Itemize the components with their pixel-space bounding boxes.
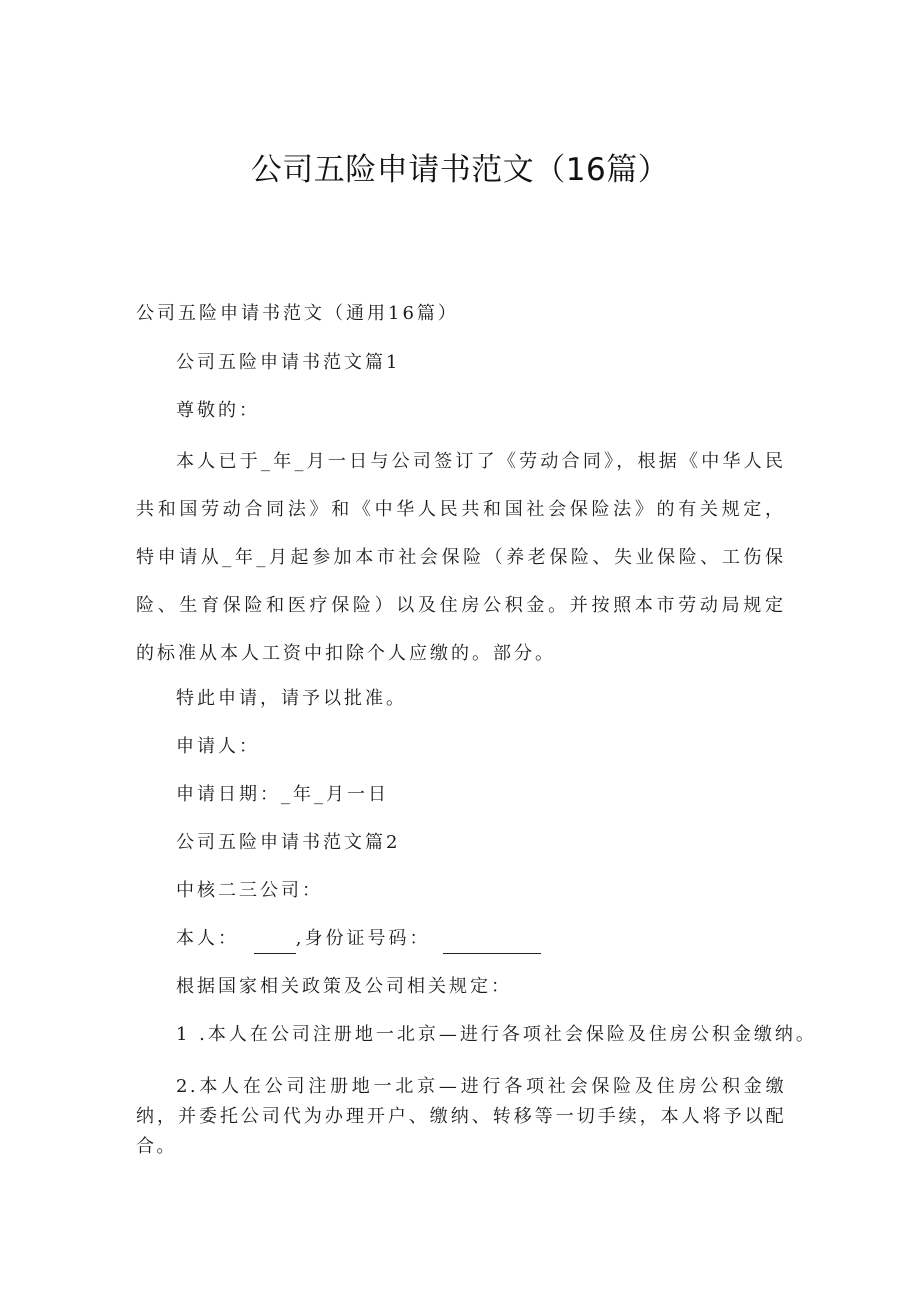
section2-item1: 1 .本人在公司注册地一北京—进行各项社会保险及住房公积金缴纳。	[176, 1024, 817, 1045]
id-line-prefix: 本人：	[176, 928, 239, 949]
section1-heading: 公司五险申请书范文篇1	[176, 352, 401, 373]
section2-policy: 根据国家相关政策及公司相关规定：	[176, 976, 512, 997]
id-line-middle: ,身份证号码：	[295, 928, 431, 949]
section1-closing: 特此申请，请予以批准。	[176, 688, 407, 709]
section2-heading: 公司五险申请书范文篇2	[176, 832, 401, 853]
section1-applicant: 申请人：	[176, 736, 260, 757]
section1-salutation: 尊敬的：	[176, 400, 260, 421]
document-title: 公司五险申请书范文（16篇）	[250, 152, 670, 188]
section1-body: 本人已于_年_月一日与公司签订了《劳动合同》，根据《中华人民共和国劳动合同法》和《中华人民共和国社会保险法》的有关规定，特申请从_年_月起参加本市社会保险（养老保险、失业保险、工伤保险、生育保险和医疗保险）以及住房公积金。并按照本市劳动局规定的标准从本人工资中扣除个人应缴的。部分。	[136, 451, 786, 664]
id-number-blank	[443, 931, 541, 954]
name-blank	[254, 931, 296, 954]
section2-item2: 2.本人在公司注册地一北京—进行各项社会保险及住房公积金缴纳，并委托公司代为办理开户、缴纳、转移等一切手续，本人将予以配合。	[136, 1076, 786, 1157]
section2-addressee: 中核二三公司：	[176, 880, 323, 901]
section2-id-line	[176, 924, 541, 954]
section1-date: 申请日期：_年_月一日	[176, 784, 389, 805]
document-subtitle: 公司五险申请书范文（通用16篇）	[136, 303, 459, 324]
